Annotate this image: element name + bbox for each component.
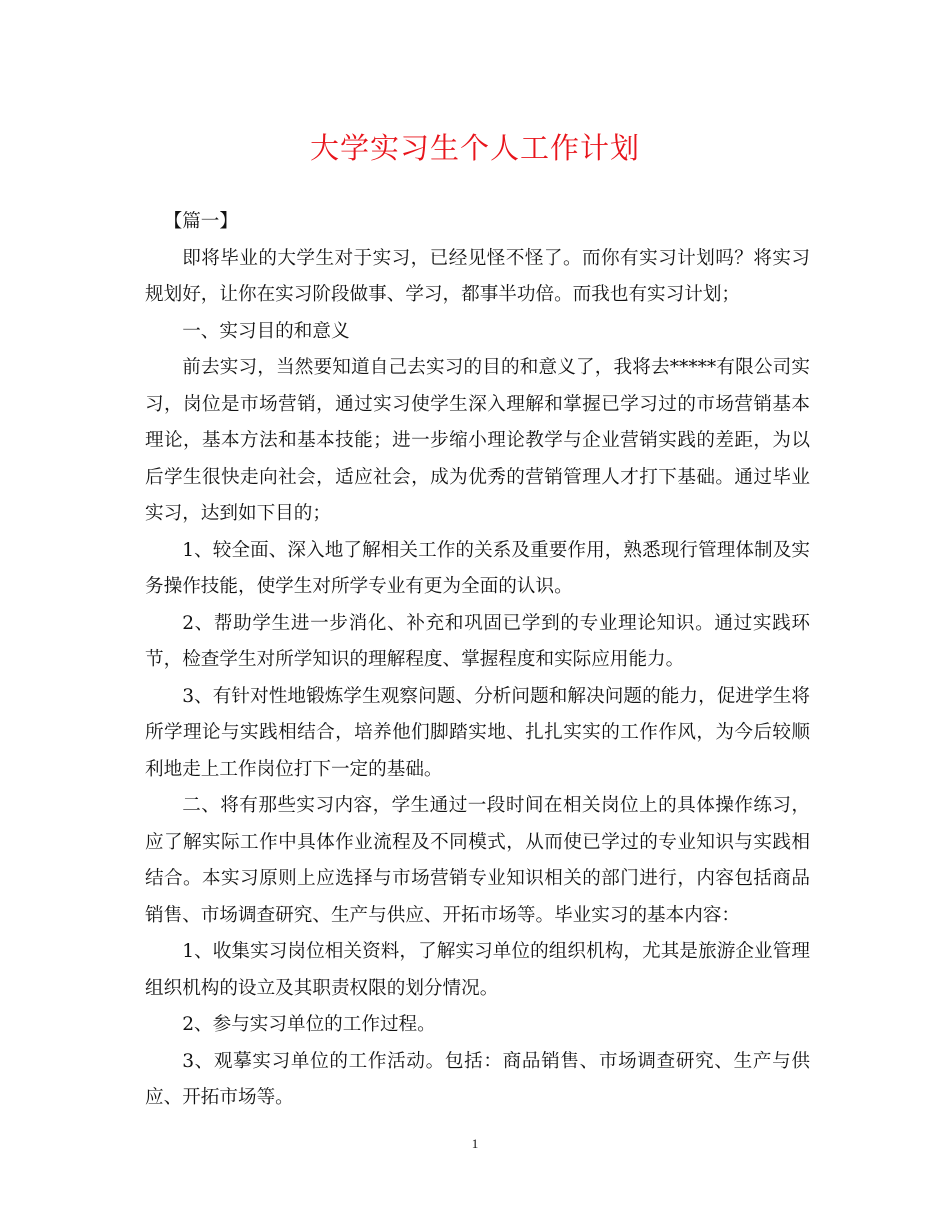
goal-item-1: 1、较全面、深入地了解相关工作的关系及重要作用，熟悉现行管理体制及实务操作技能，使学生对所学专业有更为全面的认识。 xyxy=(145,539,810,597)
content-paragraph: 二、将有那些实习内容，学生通过一段时间在相关岗位上的具体操作练习，应了解实际工作中具体作业流程及不同模式，从而使已学过的专业知识与实践相结合。本实习原则上应选择与市场营销专业知识相关的部门进行，内容包括商品销售、市场调查研究、生产与供应、开拓市场等。毕业实习的基本内容： xyxy=(145,795,810,926)
document-title: 大学实习生个人工作计划 xyxy=(309,131,640,165)
content-item-2: 2、参与实习单位的工作过程。 xyxy=(182,1014,436,1035)
page-number: 1 xyxy=(471,1136,479,1151)
content-item-1: 1、收集实习岗位相关资料，了解实习单位的组织机构，尤其是旅游企业管理组织机构的设立及其职责权限的划分情况。 xyxy=(145,941,810,999)
intro-paragraph: 即将毕业的大学生对于实习，已经见怪不怪了。而你有实习计划吗？将实习规划好，让你在实习阶段做事、学习，都事半功倍。而我也有实习计划； xyxy=(145,247,810,305)
heading-purpose: 一、实习目的和意义 xyxy=(182,320,350,342)
purpose-paragraph: 前去实习，当然要知道自己去实习的目的和意义了，我将去*****有限公司实习，岗位是市场营销，通过实习使学生深入理解和掌握已学习过的市场营销基本理论，基本方法和基本技能；进一步缩小理论教学与企业营销实践的差距，为以后学生很快走向社会，适应社会，成为优秀的营销管理人才打下基础。通过毕业实习，达到如下目的； xyxy=(145,357,810,524)
goal-item-2: 2、帮助学生进一步消化、补充和巩固已学到的专业理论知识。通过实践环节，检查学生对所学知识的理解程度、掌握程度和实际应用能力。 xyxy=(145,612,810,670)
content-item-3: 3、观摹实习单位的工作活动。包括：商品销售、市场调查研究、生产与供应、开拓市场等。 xyxy=(145,1050,810,1108)
section-label: 【篇一】 xyxy=(163,211,238,232)
document-body xyxy=(145,204,810,1117)
goal-item-3: 3、有针对性地锻炼学生观察问题、分析问题和解决问题的能力，促进学生将所学理论与实践相结合，培养他们脚踏实地、扎扎实实的工作作风，为今后较顺利地走上工作岗位打下一定的基础。 xyxy=(145,685,810,780)
